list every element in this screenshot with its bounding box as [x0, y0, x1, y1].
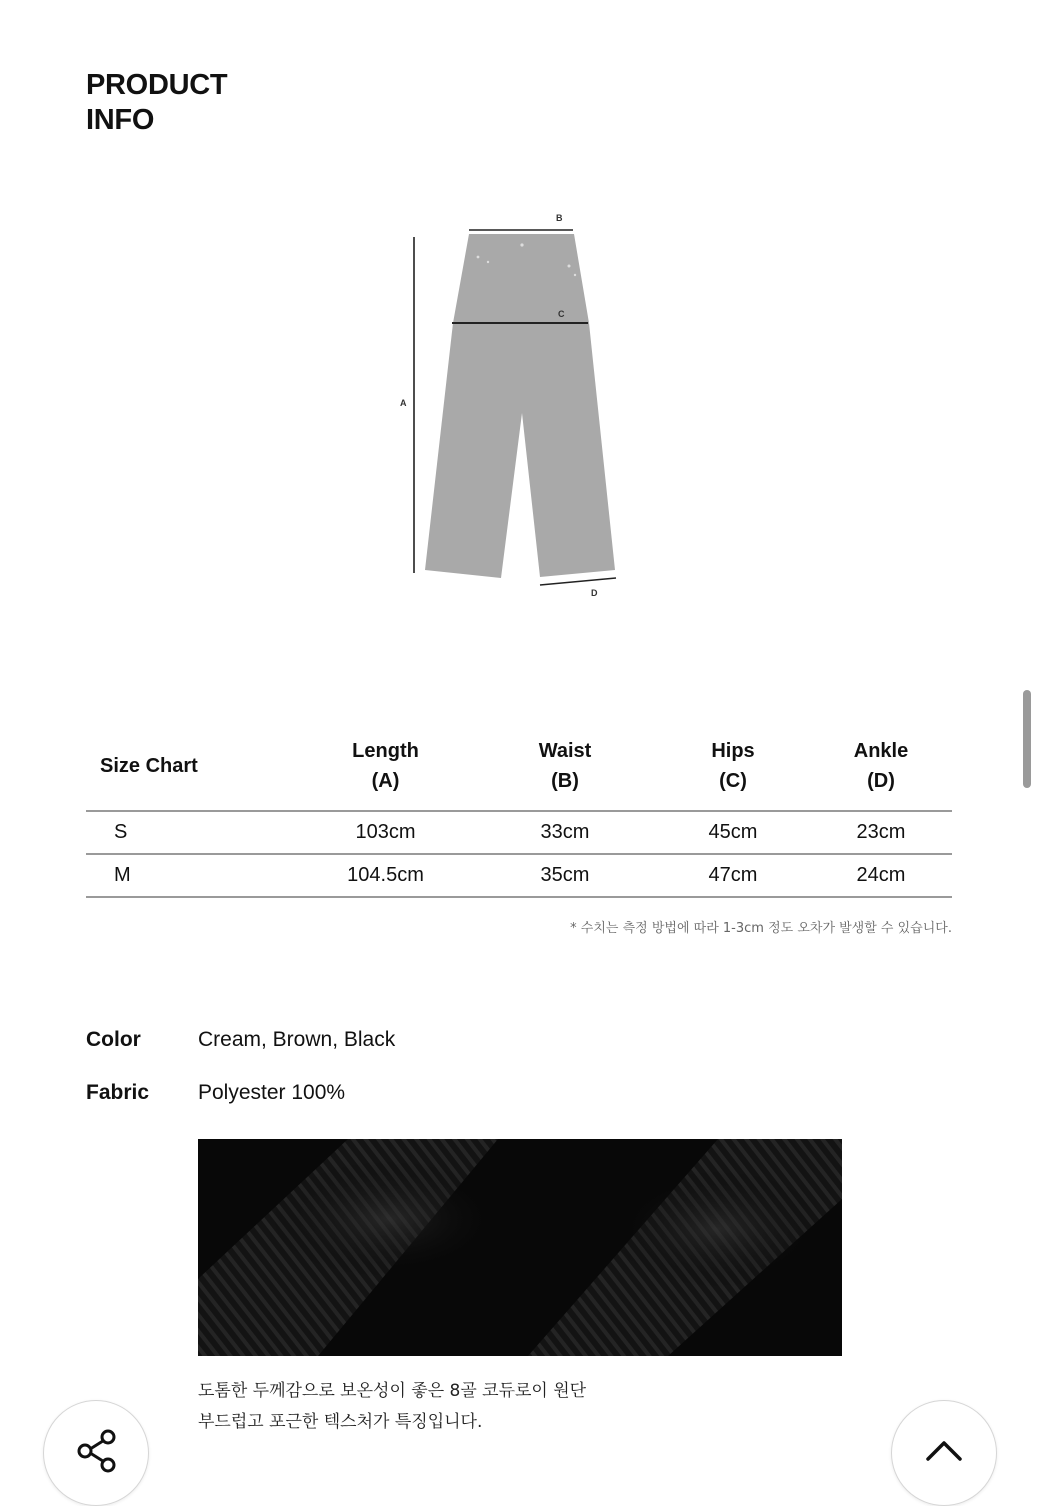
header-waist: Waist (B) — [474, 722, 656, 811]
size-chart-table — [86, 722, 952, 898]
scroll-to-top-button[interactable] — [891, 1400, 997, 1506]
pants-shape — [425, 234, 615, 578]
hips-cell: 47cm — [656, 854, 810, 897]
pants-illustration — [380, 200, 640, 610]
label-b: B — [556, 213, 563, 223]
waist-cell: 33cm — [474, 811, 656, 854]
description-line-1: 도톰한 두께감으로 보온성이 좋은 8골 코듀로이 원단 — [198, 1381, 587, 1401]
title-line-1: PRODUCT — [86, 69, 228, 101]
color-label: Color — [86, 1028, 141, 1051]
size-cell: S — [86, 811, 297, 854]
length-cell: 104.5cm — [297, 854, 474, 897]
table-row — [86, 854, 952, 897]
ankle-cell: 24cm — [810, 854, 952, 897]
fabric-texture-image — [198, 1139, 842, 1356]
color-value: Cream, Brown, Black — [198, 1028, 396, 1051]
fabric-label: Fabric — [86, 1081, 150, 1104]
pants-measurement-diagram — [380, 200, 640, 610]
label-a: A — [400, 398, 407, 408]
description-line-2: 부드럽고 포근한 텍스처가 특징입니다. — [198, 1412, 483, 1432]
size-chart-header-label: Size Chart — [86, 722, 297, 811]
fabric-value: Polyester 100% — [198, 1081, 346, 1104]
product-description — [198, 1376, 586, 1438]
corduroy-texture — [198, 1139, 842, 1356]
share-icon — [71, 1426, 121, 1481]
waist-cell: 35cm — [474, 854, 656, 897]
header-hips: Hips (C) — [656, 722, 810, 811]
header-length: Length (A) — [297, 722, 474, 811]
length-cell: 103cm — [297, 811, 474, 854]
hips-cell: 45cm — [656, 811, 810, 854]
title-line-2: INFO — [86, 104, 155, 136]
ankle-cell: 23cm — [810, 811, 952, 854]
share-button[interactable] — [43, 1400, 149, 1506]
measurement-note: * 수치는 측정 방법에 따라 1-3cm 정도 오차가 발생할 수 있습니다. — [570, 921, 952, 936]
label-c: C — [558, 309, 565, 319]
page-title — [86, 68, 227, 138]
table-row — [86, 811, 952, 854]
header-ankle: Ankle (D) — [810, 722, 952, 811]
chevron-up-icon — [922, 1429, 966, 1478]
size-chart-header-row — [86, 722, 952, 811]
size-cell: M — [86, 854, 297, 897]
label-d: D — [591, 588, 598, 598]
scrollbar-thumb[interactable] — [1023, 690, 1031, 788]
